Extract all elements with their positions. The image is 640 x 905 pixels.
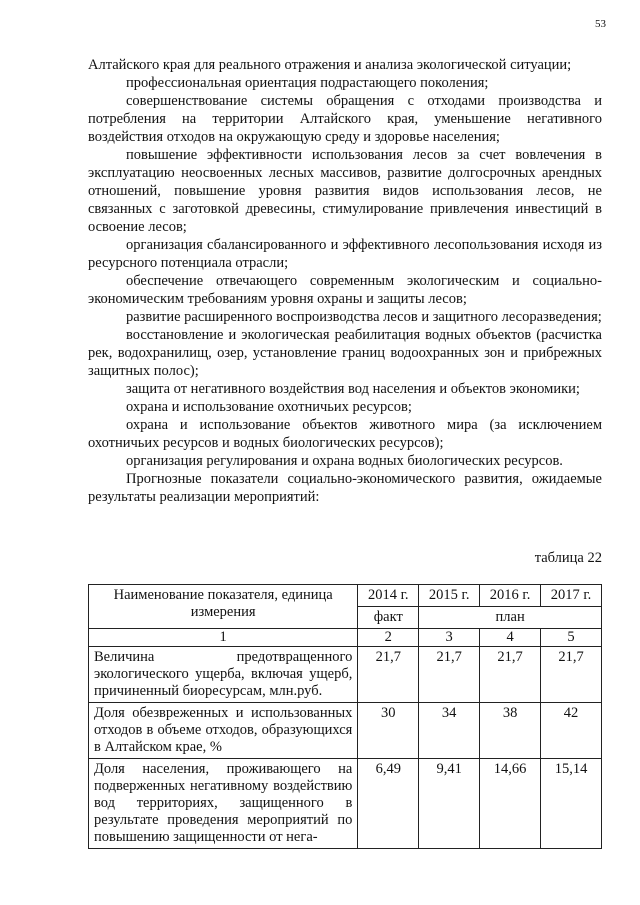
table-header-row [89, 585, 602, 607]
header-fact: факт [358, 607, 419, 629]
indicator-value: 34 [419, 703, 480, 759]
header-year: 2015 г. [419, 585, 480, 607]
header-year: 2017 г. [541, 585, 602, 607]
column-numbers-row [89, 629, 602, 647]
indicators-table [88, 584, 602, 849]
header-year: 2014 г. [358, 585, 419, 607]
indicator-value: 42 [541, 703, 602, 759]
indicator-value: 15,14 [541, 759, 602, 849]
indicator-value: 14,66 [480, 759, 541, 849]
column-number: 4 [480, 629, 541, 647]
indicator-value: 21,7 [480, 647, 541, 703]
table-row [89, 759, 602, 849]
page-number: 53 [595, 18, 606, 30]
indicator-name: Доля обезвреженных и использованных отходов в объеме отходов, образующихся в Алтайском крае, % [89, 703, 358, 759]
table-row [89, 703, 602, 759]
paragraph: профессиональная ориентация подрастающего поколения; [126, 75, 489, 91]
column-number: 5 [541, 629, 602, 647]
column-number: 3 [419, 629, 480, 647]
paragraph: защита от негативного воздействия вод населения и объектов экономики; [126, 381, 580, 397]
indicator-value: 21,7 [358, 647, 419, 703]
indicator-value: 30 [358, 703, 419, 759]
paragraph: обеспечение отвечающего современным экологическим и социально-экономическим требованиям уровня охраны и защиты лесов; [88, 273, 602, 307]
header-indicator-name: Наименование показателя, единица измерения [89, 585, 358, 629]
paragraph: повышение эффективности использования лесов за счет вовлечения в эксплуатацию неосвоенных лесных массивов, развитие долгосрочных арендных отношений, повышение уровня развития видов использования лесов, не связанных с заготовкой древесины, стимулирование привлечения инвестиций в освоение лесов; [88, 147, 602, 235]
paragraph: организация регулирования и охрана водных биологических ресурсов. [126, 453, 563, 469]
indicator-value: 21,7 [541, 647, 602, 703]
header-plan: план [419, 607, 602, 629]
indicator-value: 21,7 [419, 647, 480, 703]
indicator-value: 38 [480, 703, 541, 759]
table-caption: таблица 22 [534, 550, 602, 566]
paragraph: Прогнозные показатели социально-экономического развития, ожидаемые результаты реализации мероприятий: [88, 471, 602, 505]
indicator-value: 9,41 [419, 759, 480, 849]
paragraph: совершенствование системы обращения с отходами производства и потребления на территории Алтайского края, уменьшение негативного воздействия отходов на окружающую среду и здоровье населения; [88, 93, 602, 145]
table-row [89, 647, 602, 703]
paragraph: охрана и использование объектов животного мира (за исключением охотничьих ресурсов и водных биологических ресурсов); [88, 417, 602, 451]
paragraph: организация сбалансированного и эффективного лесопользования исходя из ресурсного потенциала отрасли; [88, 237, 602, 271]
paragraph: Алтайского края для реального отражения и анализа экологической ситуации; [88, 57, 572, 73]
column-number: 1 [89, 629, 358, 647]
indicator-name: Доля населения, проживающего на подверженных негативному воздействию вод территориях, защищенного в результате проведения мероприятий по повышению защищенности от нега- [89, 759, 358, 849]
column-number: 2 [358, 629, 419, 647]
paragraph: восстановление и экологическая реабилитация водных объектов (расчистка рек, водохранилищ, озер, установление границ водоохранных зон и прибрежных защитных полос); [88, 327, 602, 379]
header-year: 2016 г. [480, 585, 541, 607]
paragraph: развитие расширенного воспроизводства лесов и защитного лесоразведения; [126, 309, 602, 325]
indicator-name: Величина предотвращенного экологического ущерба, включая ущерб, причиненный биоресурсам, млн.руб. [89, 647, 358, 703]
indicator-value: 6,49 [358, 759, 419, 849]
paragraph: охрана и использование охотничьих ресурсов; [126, 399, 412, 415]
body-text [88, 56, 602, 506]
